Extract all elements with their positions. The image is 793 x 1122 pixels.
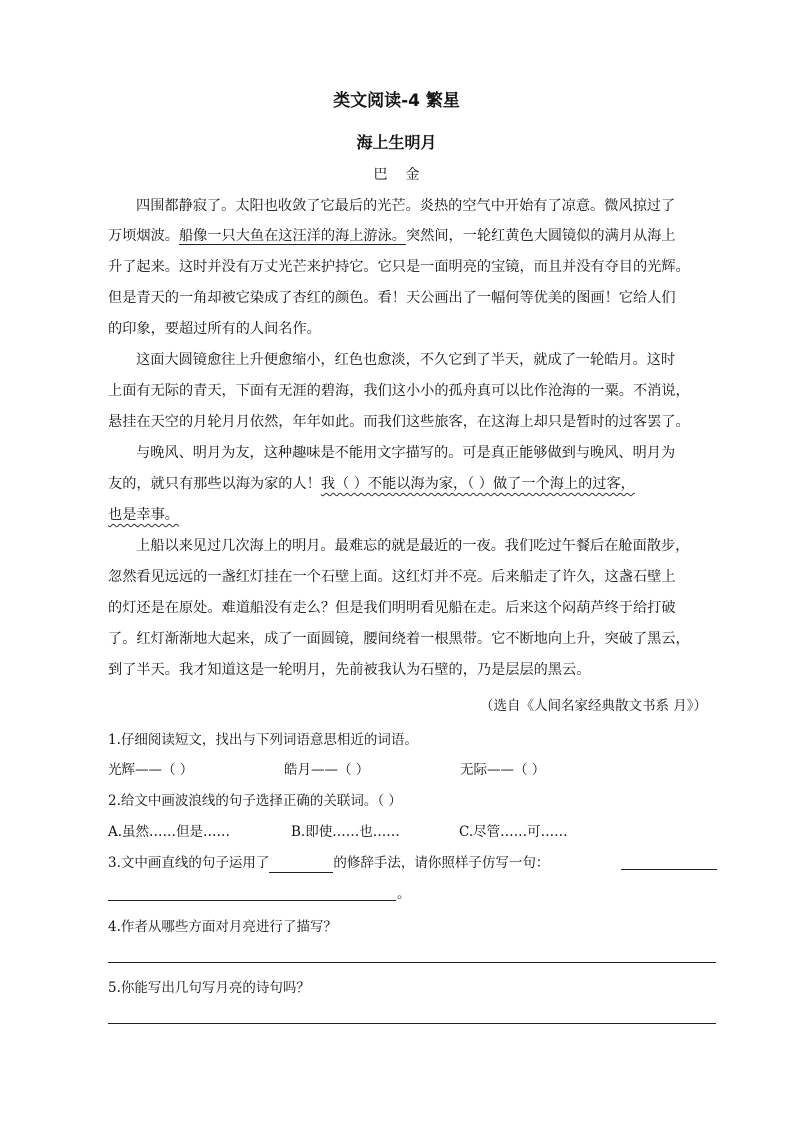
- answer-blank[interactable]: [269, 856, 333, 873]
- passage-text: 友的，就只有那些以海为家的人！: [108, 476, 321, 492]
- question-4: 4.作者从哪些方面对月亮进行了描写？: [108, 919, 337, 935]
- passage-line: 到了半天。我才知道这是一轮明月，先前被我认为石壁的，乃是层层的黑云。: [108, 662, 591, 678]
- passage-line: 的灯还是在原处。难道船没有走么？但是我们明明看见船在走。后来这个闷葫芦终于给打破: [108, 600, 676, 616]
- question-1-item[interactable]: 皓月——（ ）: [284, 762, 370, 778]
- option-c[interactable]: C.尽管……可……: [459, 824, 568, 840]
- question-3-text: 的修辞手法，请你照样子仿写一句：: [333, 855, 550, 871]
- source-citation: （选自《人间名家经典散文书系 月》）: [479, 698, 707, 714]
- question-2[interactable]: 2.给文中画波浪线的句子选择正确的关联词。（ ）: [108, 793, 402, 809]
- wavy-underlined-sentence: 我（ ）不能以海为家，（ ）做了一个海上的过客，: [320, 476, 635, 492]
- question-3-period: 。: [397, 886, 411, 902]
- passage-line: 上面有无际的青天，下面有无涯的碧海，我们这小小的孤舟真可以比作沧海的一粟。不消说，: [108, 383, 690, 399]
- question-3-text: 3.文中画直线的句子运用了: [108, 855, 270, 871]
- passage-line: 忽然看见远远的一盏红灯挂在一个石壁上面。这红灯并不亮。后来船走了许久，这盏石壁上: [108, 569, 676, 585]
- passage-line: 与晚风、明月为友，这种趣味是不能用文字描写的。可是真正能够做到与晚风、明月为: [136, 445, 676, 461]
- wavy-underlined-sentence: 也是幸事。: [108, 507, 179, 523]
- passage-line: 这面大圆镜愈往上升便愈缩小，红色也愈淡，不久它到了半天，就成了一轮皓月。这时: [136, 352, 676, 368]
- question-1-item[interactable]: 无际——（ ）: [460, 762, 546, 778]
- passage-text: 万顷烟波。: [108, 228, 179, 244]
- straight-underlined-sentence: 船像一只大鱼在这汪洋的海上游泳。: [178, 228, 406, 244]
- passage-line: 的印象，要超过所有的人间名作。: [108, 321, 321, 337]
- passage-line: 四围都静寂了。太阳也收敛了它最后的光芒。炎热的空气中开始有了凉意。微风掠过了: [136, 198, 676, 214]
- passage-text: 突然间，一轮红黄色大圆镜似的满月从海上: [405, 228, 676, 244]
- question-1-item[interactable]: 光辉——（ ）: [108, 762, 194, 778]
- passage-line: 上船以来见过几次海上的明月。最难忘的就是最近的一夜。我们吃过午餐后在舱面散步，: [136, 538, 690, 554]
- passage-line: 悬挂在天空的月轮月月依然，年年如此。而我们这些旅客，在这海上却只是暂时的过客罢了。: [108, 414, 690, 430]
- option-a[interactable]: A.虽然……但是……: [108, 824, 231, 840]
- passage-line: 升了起来。这时并没有万丈光芒来护持它。它只是一面明亮的宝镜，而且并没有夺目的光辉。: [108, 259, 690, 275]
- passage-line: [108, 505, 179, 525]
- question-3: [108, 853, 549, 873]
- passage-line: [108, 474, 635, 494]
- question-1: 1.仔细阅读短文，找出与下列词语意思相近的词语。: [108, 732, 418, 748]
- passage-title: 海上生明月: [356, 133, 437, 152]
- page-title: 类文阅读-4 繁星: [333, 91, 460, 111]
- question-5: 5.你能写出几句写月亮的诗句吗？: [108, 980, 310, 996]
- passage-line: 了。红灯渐渐地大起来，成了一面圆镜，腰间绕着一根黑带。它不断地向上升，突破了黑云，: [108, 631, 690, 647]
- answer-line[interactable]: [108, 1023, 716, 1024]
- answer-line[interactable]: [108, 962, 716, 963]
- passage-line: 但是青天的一角却被它染成了杏红的颜色。看！天公画出了一幅何等优美的图画！它给人们: [108, 290, 676, 306]
- answer-line[interactable]: [108, 900, 396, 901]
- passage-line: [108, 226, 676, 246]
- answer-line[interactable]: [621, 869, 717, 870]
- option-b[interactable]: B.即使……也……: [291, 824, 400, 840]
- author-name: 巴金: [373, 167, 438, 183]
